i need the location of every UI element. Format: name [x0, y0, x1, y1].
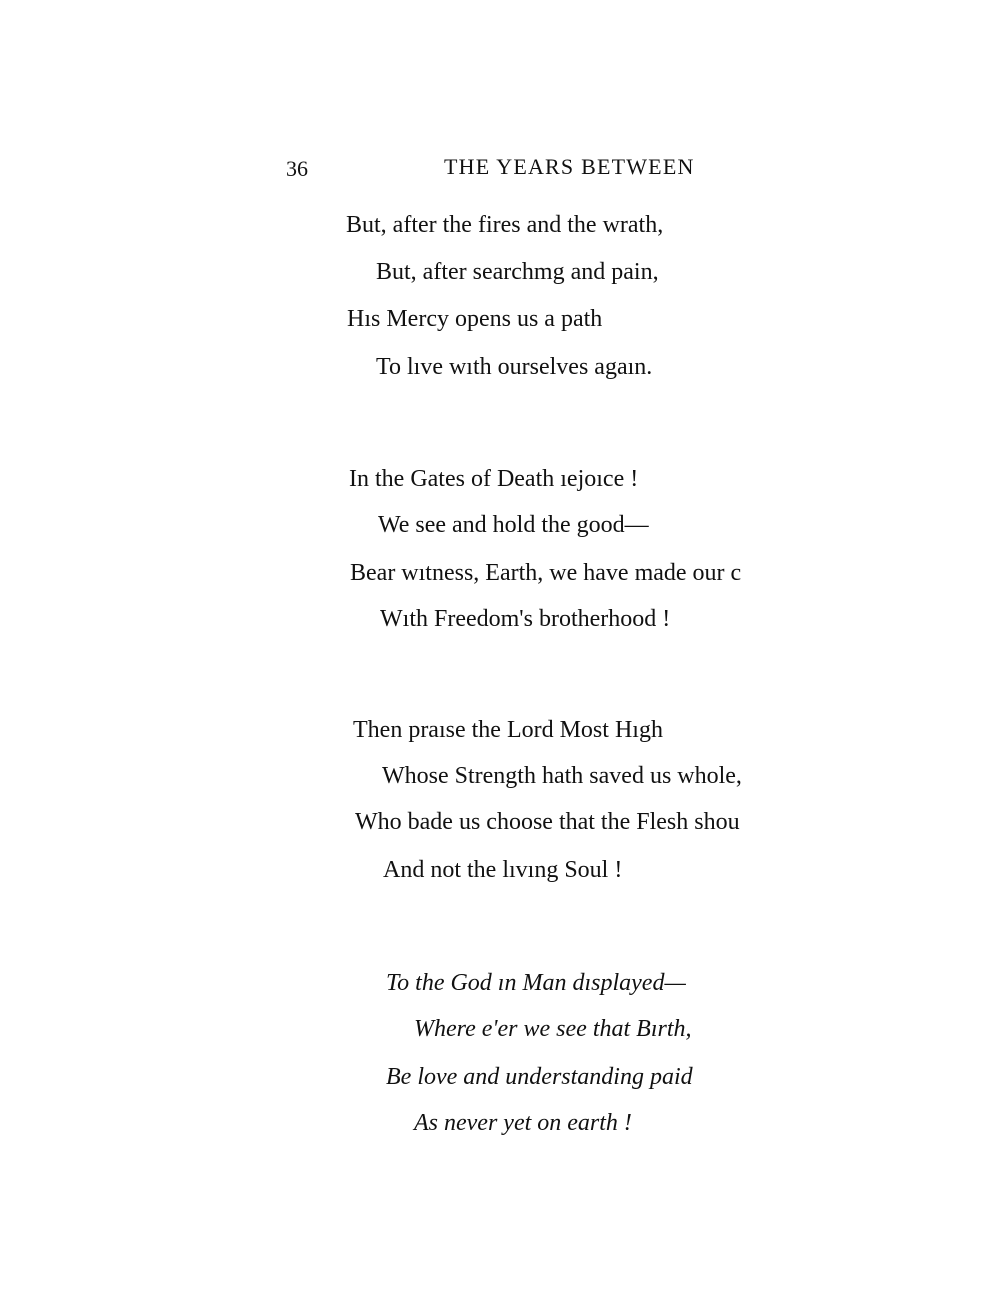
running-head: THE YEARS BETWEEN	[444, 154, 695, 179]
poem-line: Hıs Mercy opens us a path	[347, 306, 603, 332]
page-number: 36	[286, 156, 308, 181]
poem-line: Where e'er we see that Bırth,	[414, 1016, 692, 1042]
poem-line: Then praıse the Lord Most Hıgh	[353, 717, 663, 743]
poem-line: But, after the fires and the wrath,	[346, 212, 664, 238]
poem-line: Who bade us choose that the Flesh shou	[355, 809, 740, 835]
poem-line: As never yet on earth !	[414, 1110, 632, 1136]
poem-line: To the God ın Man dısplayed—	[386, 970, 686, 996]
poem-line: To lıve wıth ourselves agaın.	[376, 354, 653, 380]
poem-line: We see and hold the good—	[378, 512, 649, 538]
poem-line: But, after searchmg and pain,	[376, 259, 659, 285]
poem-line: Be love and understanding paid	[386, 1064, 693, 1090]
poem-line: In the Gates of Death ıejoıce !	[349, 466, 639, 492]
poem-line: And not the lıvıng Soul !	[383, 857, 623, 883]
poem-line: Whose Strength hath saved us whole,	[382, 763, 742, 789]
poem-line: Bear wıtness, Earth, we have made our c	[350, 560, 742, 586]
poem-line: Wıth Freedom's brotherhood !	[380, 606, 671, 632]
